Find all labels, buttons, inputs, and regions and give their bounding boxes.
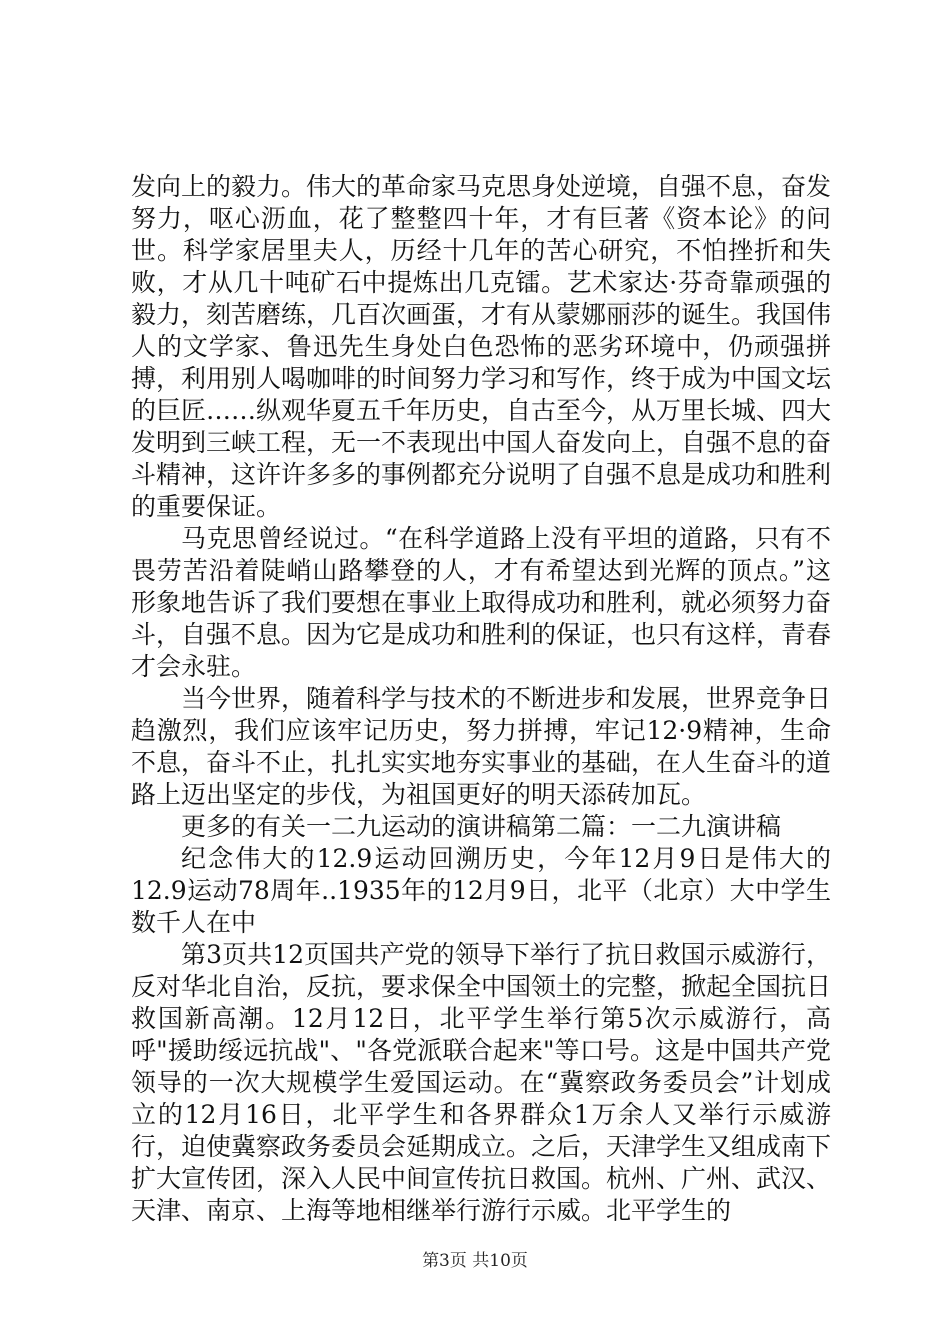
document-body [131,171,831,1227]
paragraph: 发向上的毅力。伟大的革命家马克思身处逆境，自强不息，奋发努力，呕心沥血，花了整整四十年，才有巨著《资本论》的问世。科学家居里夫人，历经十几年的苦心研究，不怕挫折和失败，才从几十吨矿石中提炼出几克镭。艺术家达·芬奇靠顽强的毅力，刻苦磨练，几百次画蛋，才有从蒙娜丽莎的诞生。我国伟人的文学家、鲁迅先生身处白色恐怖的恶劣环境中，仍顽强拼搏，利用别人喝咖啡的时间努力学习和写作，终于成为中国文坛的巨匠……纵观华夏五千年历史，自古至今，从万里长城、四大发明到三峡工程，无一不表现出中国人奋发向上，自强不息的奋斗精神，这许许多多的事例都充分说明了自强不息是成功和胜利的重要保证。 [131,172,832,521]
section-heading: 更多的有关一二九运动的演讲稿第二篇：一二九演讲稿 [181,812,782,841]
paragraph: 纪念伟大的12.9运动回溯历史，今年12月9日是伟大的12.9运动78周年..1935年的12月9日，北平（北京）大中学生数千人在中 [131,844,831,937]
paragraph: 当今世界，随着科学与技术的不断进步和发展，世界竞争日趋激烈，我们应该牢记历史，努力拼搏，牢记12·9精神，生命不息，奋斗不止，扎扎实实地夯实事业的基础，在人生奋斗的道路上迈出坚定的步伐，为祖国更好的明天添砖加瓦。 [131,684,832,809]
paragraph: 马克思曾经说过。“在科学道路上没有平坦的道路，只有不畏劳苦沿着陡峭山路攀登的人，才有希望达到光辉的顶点。”这形象地告诉了我们要想在事业上取得成功和胜利，就必须努力奋斗，自强不息。因为它是成功和胜利的保证，也只有这样，青春才会永驻。 [131,524,832,681]
page-footer: 第3页 共10页 [422,1251,528,1271]
paragraph: 第3页共12页国共产党的领导下举行了抗日救国示威游行，反对华北自治，反抗，要求保全中国领土的完整，掀起全国抗日救国新高潮。12月12日，北平学生举行第5次示威游行，高呼"援助绥远抗战"、"各党派联合起来"等口号。这是中国共产党领导的一次大规模学生爱国运动。在“冀察政务委员会”计划成立的12月16日，北平学生和各界群众1万余人又举行示威游行，迫使冀察政务委员会延期成立。之后，天津学生又组成南下扩大宣传团，深入人民中间宣传抗日救国。杭州、广州、武汉、天津、南京、上海等地相继举行游行示威。北平学生的 [131,940,832,1225]
